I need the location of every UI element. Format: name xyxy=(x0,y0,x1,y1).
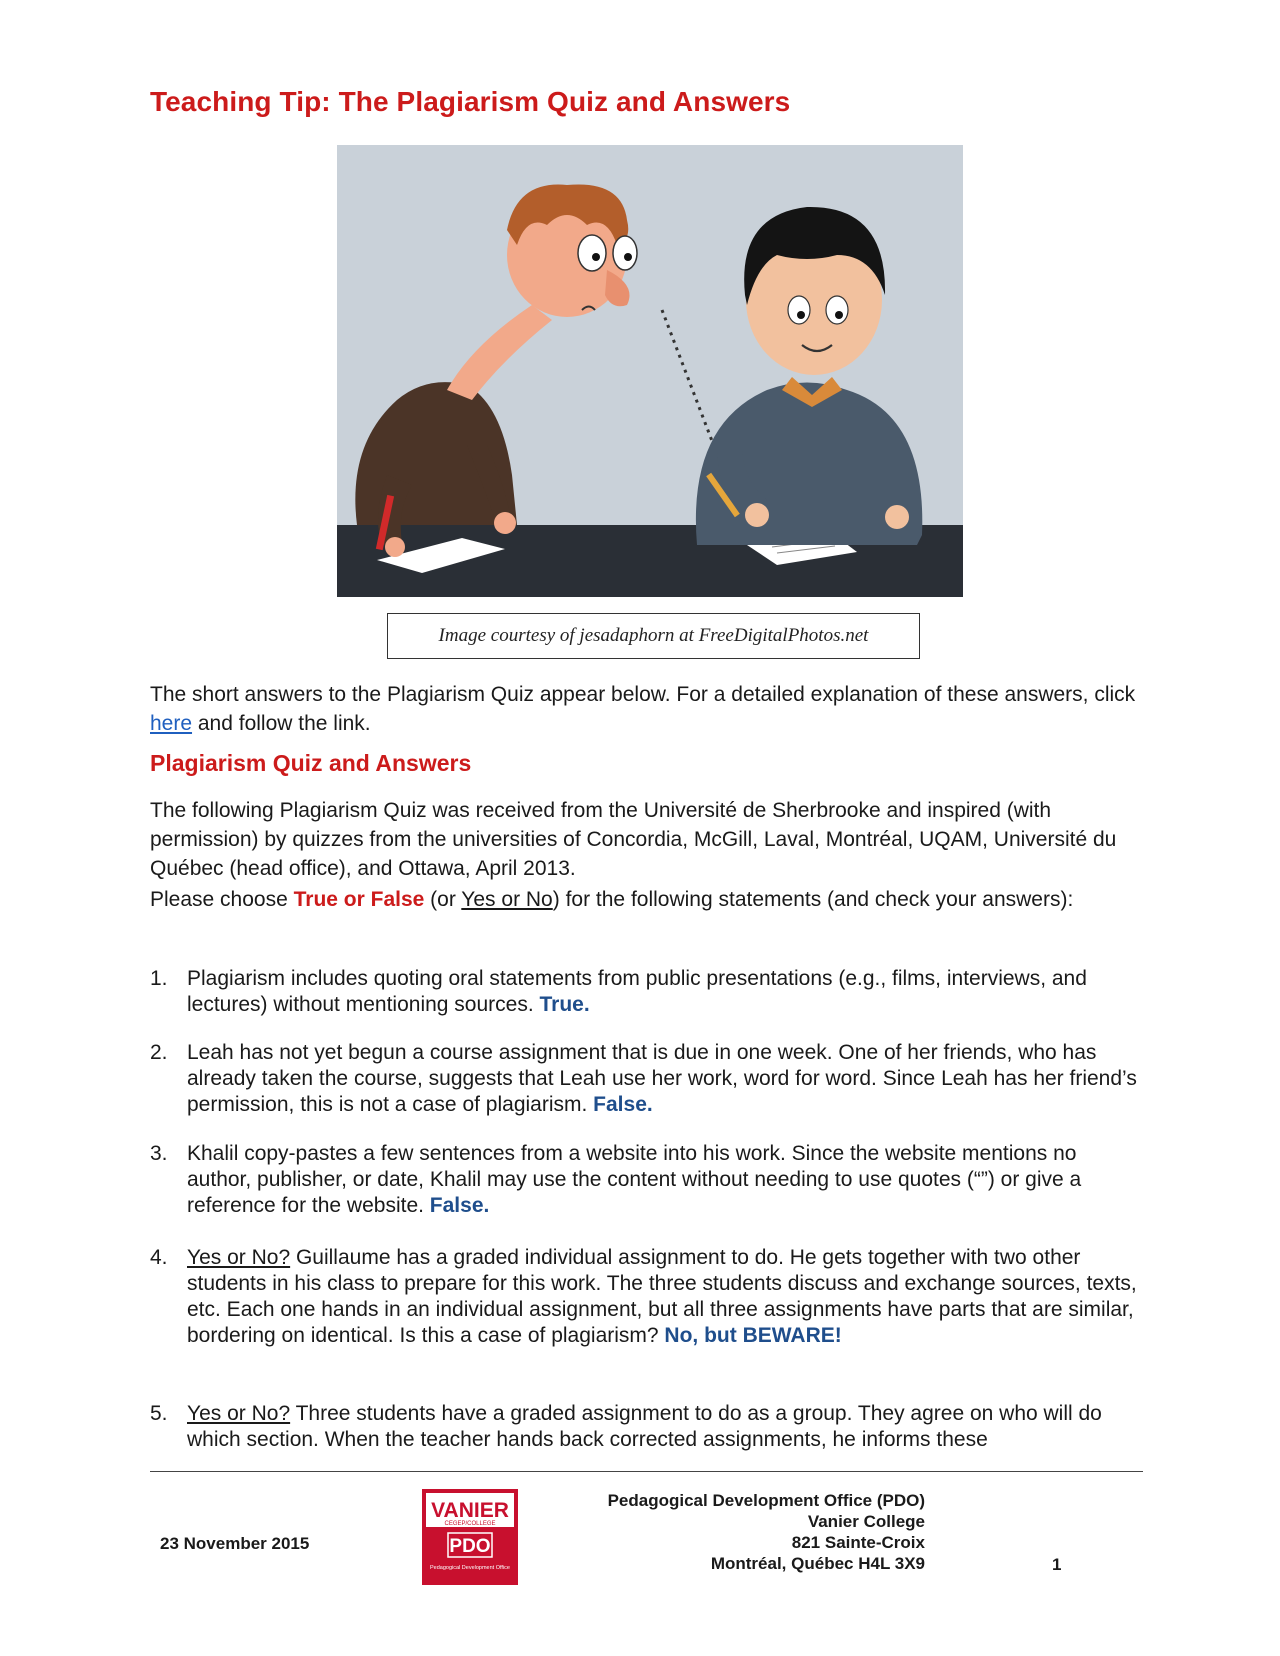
quiz-text: Leah has not yet begun a course assignment that is due in one week. One of her friends, who has already taken the course, suggests that Leah use her work, word for word. Since Leah has her friend’s permission, this is not a case of plagiarism. xyxy=(187,1041,1137,1116)
quiz-text: Khalil copy-pastes a few sentences from a website into his work. Since the website mentions no author, publisher, or date, Khalil may use the content without needing to use quotes (“”) or give a reference for the website. xyxy=(187,1142,1082,1217)
source-paragraph: The following Plagiarism Quiz was received from the Université de Sherbrooke and inspired (with permission) by quizzes from the universities of Concordia, McGill, Laval, Montréal, UQAM, Université du Québec (head office), and Ottawa, April 2013. xyxy=(150,799,1117,880)
footer-address xyxy=(560,1490,925,1574)
quiz-yes-no-prefix: Yes or No? xyxy=(187,1246,291,1269)
footer-date: 23 November 2015 xyxy=(160,1534,310,1553)
quiz-answer: True. xyxy=(539,993,590,1016)
intro-paragraph xyxy=(150,680,1140,738)
logo-unit-full: Pedagogical Development Office xyxy=(429,1565,511,1571)
here-link[interactable]: here xyxy=(150,712,193,735)
vanier-pdo-logo xyxy=(422,1489,518,1585)
quiz-text: Guillaume has a graded individual assignment to do. He gets together with two other students in his class to prepare for this work. The three students discuss and exchange sources, texts, etc. Each one hands in an individual assignment, but all three assignments have parts that are similar, bordering on identical. Is this a case of plagiarism? xyxy=(187,1246,1137,1347)
quiz-item-5 xyxy=(150,1401,1145,1453)
quiz-item-3 xyxy=(150,1141,1145,1219)
intro-text-end: and follow the link. xyxy=(192,712,371,735)
page-number: 1 xyxy=(1052,1555,1062,1574)
quiz-number: 2. xyxy=(150,1041,168,1064)
logo-unit: PDO xyxy=(449,1536,491,1557)
quiz-answer: False. xyxy=(593,1093,653,1116)
instructions-mid: (or xyxy=(424,888,462,911)
quiz-item-2 xyxy=(150,1040,1145,1118)
quiz-number: 4. xyxy=(150,1246,168,1269)
instructions-suffix: ) for the following statements (and check your answers): xyxy=(552,888,1074,911)
address-line: Montréal, Québec H4L 3X9 xyxy=(710,1554,925,1573)
students-copying-illustration xyxy=(337,145,963,597)
footer-divider xyxy=(150,1471,1143,1472)
quiz-answer: False. xyxy=(429,1194,490,1217)
instructions-paragraph xyxy=(150,885,1140,914)
intro-text: The short answers to the Plagiarism Quiz appear below. For a detailed explanation of these answers, click xyxy=(150,683,1136,706)
true-false-emphasis: True or False xyxy=(293,888,425,911)
quiz-answer: No, but BEWARE! xyxy=(664,1324,842,1347)
quiz-item-1 xyxy=(150,966,1145,1018)
address-line: Vanier College xyxy=(807,1512,925,1531)
address-line: 821 Sainte-Croix xyxy=(791,1533,925,1552)
yes-no-underlined: Yes or No xyxy=(461,888,553,911)
quiz-number: 5. xyxy=(150,1402,168,1425)
quiz-yes-no-prefix: Yes or No? xyxy=(187,1402,291,1425)
logo-subtitle: CEGEP/COLLEGE xyxy=(444,1521,496,1527)
instructions-prefix: Please choose xyxy=(150,888,294,911)
page-title: Teaching Tip: The Plagiarism Quiz and Answers xyxy=(150,86,791,117)
quiz-item-4 xyxy=(150,1245,1145,1349)
quiz-text: Plagiarism includes quoting oral statements from public presentations (e.g., films, interviews, and lectures) without mentioning sources. xyxy=(187,967,1087,1016)
section-heading: Plagiarism Quiz and Answers xyxy=(150,750,472,776)
image-caption: Image courtesy of jesadaphorn at FreeDigitalPhotos.net xyxy=(387,613,920,659)
quiz-text: Three students have a graded assignment to do as a group. They agree on who will do which section. When the teacher hands back corrected assignments, he informs these xyxy=(187,1402,1102,1451)
address-line: Pedagogical Development Office (PDO) xyxy=(607,1491,925,1510)
logo-name: VANIER xyxy=(431,1499,509,1522)
quiz-number: 3. xyxy=(150,1142,168,1165)
quiz-number: 1. xyxy=(150,967,168,990)
